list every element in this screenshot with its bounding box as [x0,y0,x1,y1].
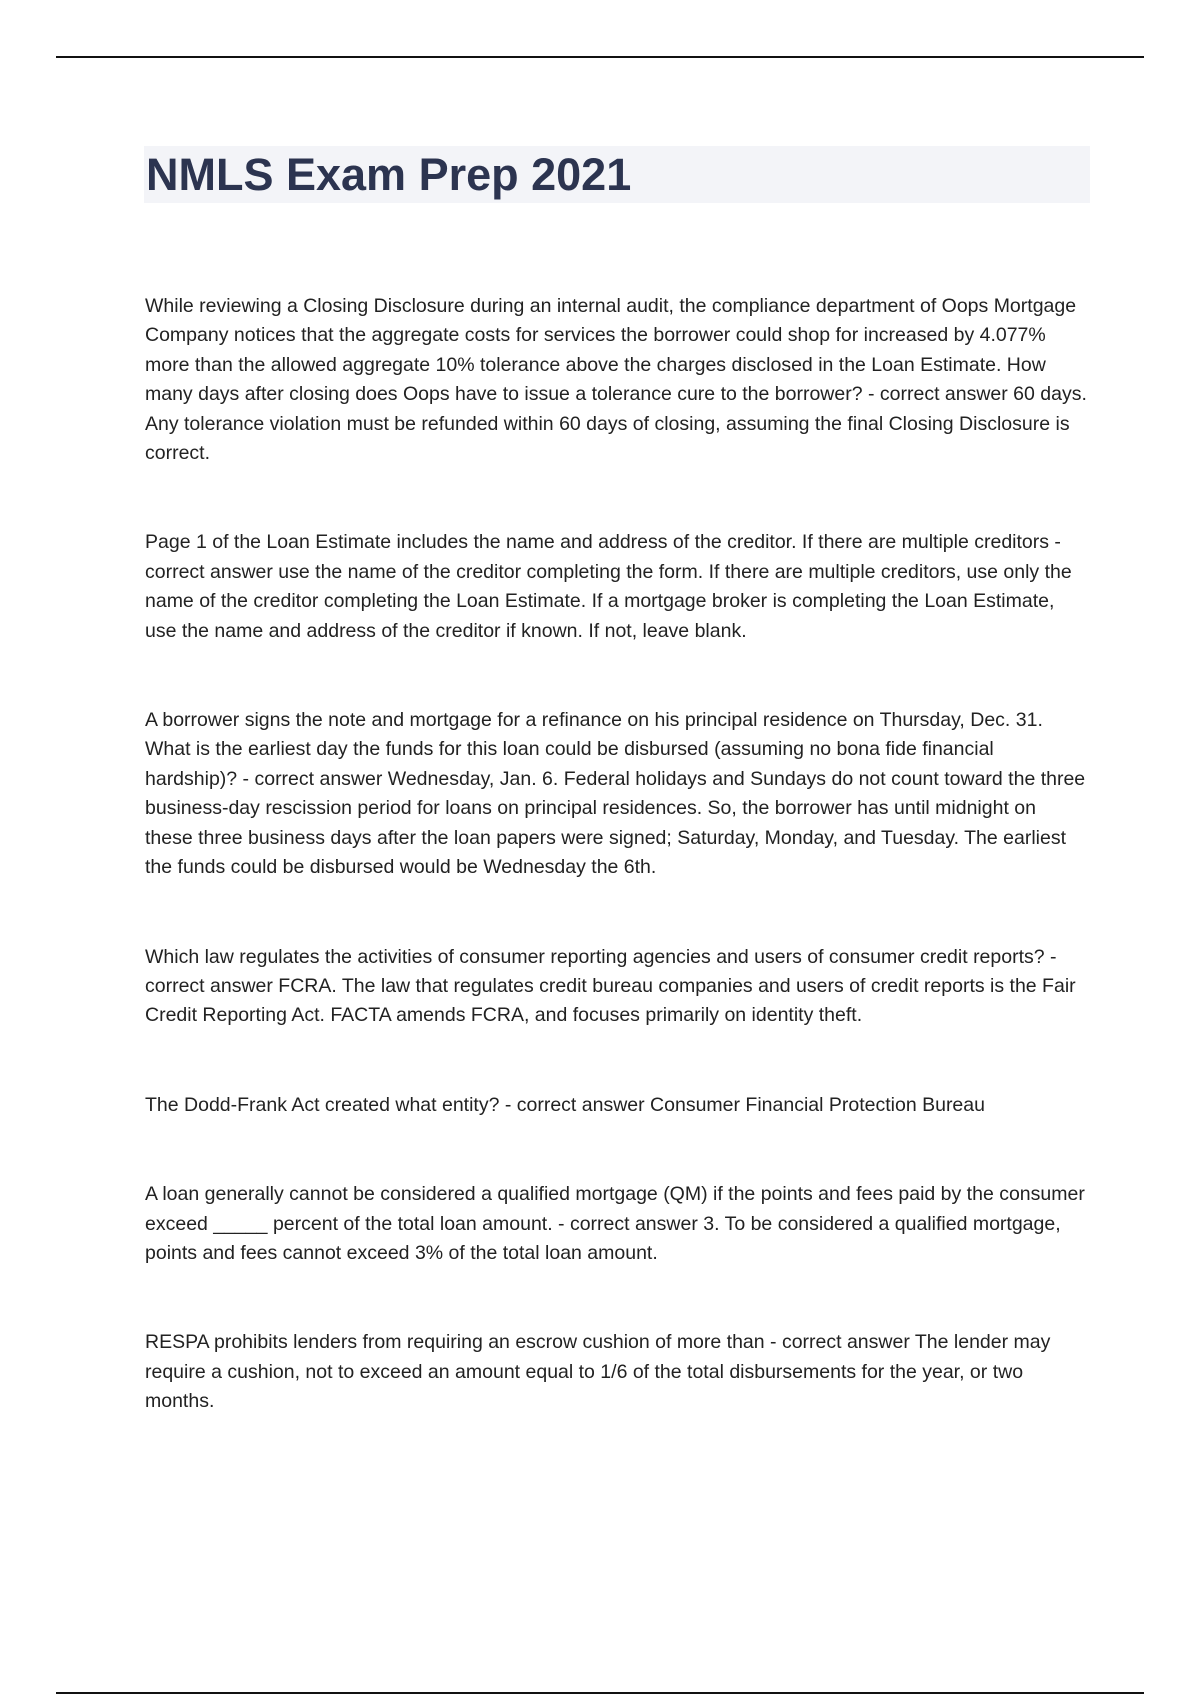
qa-item-4: Which law regulates the activities of consumer reporting agencies and users of consumer credit reports? - correct answer FCRA. The law that regulates credit bureau companies and users of credit reports is the Fair Credit Reporting Act. FACTA amends FCRA, and focuses primarily on identity theft. [145,945,1076,1027]
footer-rule [56,1692,1144,1694]
header-rule [56,56,1144,58]
page-title: NMLS Exam Prep 2021 [146,149,632,200]
qa-item-7: RESPA prohibits lenders from requiring an escrow cushion of more than - correct answer The lender may require a cushion, not to exceed an amount equal to 1/6 of the total disbursements for the year, or two months. [145,1331,1051,1413]
qa-item-3: A borrower signs the note and mortgage for a refinance on his principal residence on Thursday, Dec. 31. What is the earliest day the funds for this loan could be disbursed (assuming no bona fide financial hardship)? - correct answer Wednesday, Jan. 6. Federal holidays and Sundays do not count toward the three business-day rescission period for loans on principal residences. So, the borrower has until midnight on these three business days after the loan papers were signed; Saturday, Monday, and Tuesday. The earliest the funds could be disbursed would be Wednesday the 6th. [145,709,1086,879]
qa-item-2: Page 1 of the Loan Estimate includes the name and address of the creditor. If there are multiple creditors - correct answer use the name of the creditor completing the form. If there are multiple creditors, use only the name of the creditor completing the Loan Estimate. If a mortgage broker is completing the Loan Estimate, use the name and address of the creditor if known. If not, leave blank. [145,531,1072,642]
qa-item-6: A loan generally cannot be considered a qualified mortgage (QM) if the points and fees paid by the consumer exceed _____ percent of the total loan amount. - correct answer 3. To be considered a qualified mortgage, points and fees cannot exceed 3% of the total loan amount. [145,1183,1085,1264]
qa-item-1: While reviewing a Closing Disclosure during an internal audit, the compliance department of Oops Mortgage Company notices that the aggregate costs for services the borrower could shop for increased by 4.077% more than the allowed aggregate 10% tolerance above the charges disclosed in the Loan Estimate. How many days after closing does Oops have to issue a tolerance cure to the borrower? - correct answer 60 days. Any tolerance violation must be refunded within 60 days of closing, assuming the final Closing Disclosure is correct. [145,295,1087,465]
qa-list [145,292,1089,1477]
qa-item-5: The Dodd-Frank Act created what entity? - correct answer Consumer Financial Protection Bureau [145,1093,985,1116]
